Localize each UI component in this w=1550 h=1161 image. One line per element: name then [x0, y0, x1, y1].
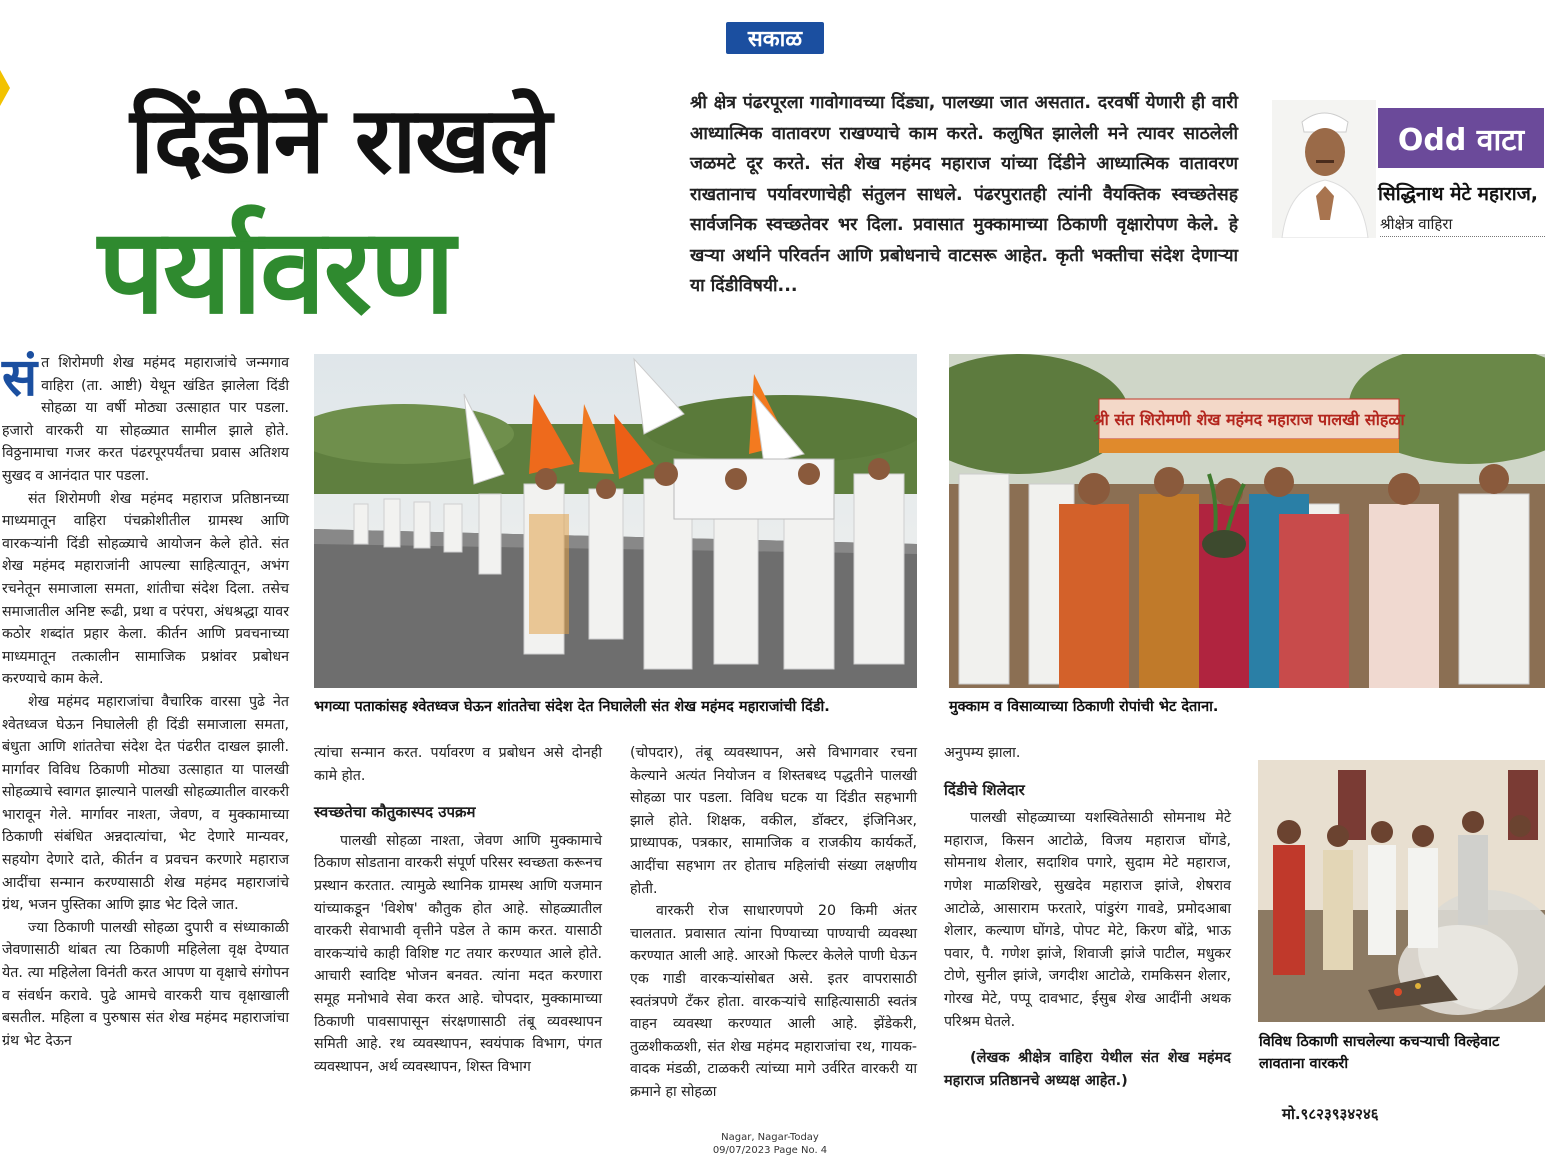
- column-badge: [1378, 108, 1544, 168]
- logo-text: सकाळ: [747, 27, 803, 52]
- procession-photo: [314, 354, 917, 688]
- waste-disposal-photo: [1258, 760, 1545, 1022]
- author-place: श्रीक्षेत्र वाहिरा: [1380, 215, 1453, 233]
- col1-paragraph-2: संत शिरोमणी शेख महंमद महाराज प्रतिष्ठानच्या माध्यमातून वाहिरा पंचक्रोशीतील ग्रामस्थ आणि वारकऱ्यांनी दिंडी सोहळ्याचे आयोजन केले होते. संत शेख महंमद महाराजांनी आपल्या साहित्यातून, अभंग रचनेतून समाजाला समता, शांतीचा संदेश दिला. तसेच समाजातील अनिष्ट रूढी, प्रथा व परंपरा, अंधश्रद्धा यावर कठोर शब्दांत प्रहार केला. कीर्तन आणि प्रवचनाच्या माध्यमातून तत्कालीन सामाजिक प्रश्नांवर प्रबोधन करण्याचे काम केले.: [2, 490, 289, 688]
- col1-paragraph-4: ज्या ठिकाणी पालखी सोहळा दुपारी व संध्याकाळी जेवणासाठी थांबत त्या ठिकाणी महिलेला वृक्ष देण्यात येत. त्या महिलेला विनंती करत आपण या वृक्षाचे संगोपन व संवर्धन करावे. पुढे आमचे वारकरी याच वृक्षाखाली बसतील. महिला व पुरुषास संत शेख महंमद महाराजांचा ग्रंथ भेट देऊन: [2, 919, 289, 1049]
- author-note: (लेखक श्रीक्षेत्र वाहिरा येथील संत शेख महंमद महाराज प्रतिष्ठानचे अध्यक्ष आहेत.): [944, 1050, 1231, 1089]
- col3-paragraph-1: (चोपदार), तंबू व्यवस्थापन, असे विभागवार रचना केल्याने अत्यंत नियोजन व शिस्तबध्द पद्धतीने पालखी सोहळा पार पडला. विविध घटक या दिंडीत सहभागी झाले होते. शिक्षक, वकील, डॉक्टर, इंजिनिअर, प्राध्यापक, पत्रकार, सामाजिक व राजकीय कार्यकर्ते, आदींचा सहभाग तर होताच महिलांची संख्या लक्षणीय होती.: [630, 745, 917, 897]
- intro-paragraph: श्री क्षेत्र पंढरपूरला गावोगावच्या दिंड्या, पालख्या जात असतात. दरवर्षी येणारी ही वारी आध्यात्मिक वातावरण राखण्याचे काम करते. कलुषित झालेली मने त्यावर साठलेली जळमटे दूर करते. संत शेख महंमद महाराज यांच्या दिंडीने आध्यात्मिक वातावरण राखतानाच पर्यावरणाचेही संतुलन साधले. पंढरपुरातही त्यांनी वैयक्तिक स्वच्छतेसह सार्वजनिक स्वच्छतेवर भर दिला. प्रवासात मुक्कामाच्या ठिकाणी वृक्षारोपण केले. हे खऱ्या अर्थाने परिवर्तन आणि प्रबोधनाचे वाटसरू आहेत. कृती भक्तीचा संदेश देणाऱ्या या दिंडीविषयी...: [690, 93, 1238, 296]
- waste-disposal-caption: विविध ठिकाणी साचलेल्या कचऱ्याची विल्हेवाट लावताना वारकरी: [1259, 1034, 1500, 1072]
- author-divider: [1380, 236, 1545, 237]
- footer-date-page: 09/07/2023 Page No. 4: [712, 1145, 828, 1156]
- procession-caption: भगव्या पताकांसह श्वेतध्वज घेऊन शांततेचा संदेश देत निघालेली संत शेख महंमद महाराजांची दिंडी.: [314, 699, 830, 715]
- cleanliness-subhead: स्वच्छतेचा कौतुकास्पद उपक्रम: [314, 803, 476, 822]
- phone-number: मो.९८२३९३४२४६: [1282, 1105, 1379, 1123]
- author-photo: [1272, 100, 1376, 238]
- article-column-3: [630, 742, 917, 1104]
- headline-line1: दिंडीने राखले: [130, 87, 551, 194]
- col2-paragraph-2: पालखी सोहळा नाश्ता, जेवण आणि मुक्कामाचे ठिकाण सोडताना वारकरी संपूर्ण परिसर स्वच्छता करूनच प्रस्थान करतात. त्यामुळे स्थानिक ग्रामस्थ आणि यजमान यांच्याकडून 'विशेष' कौतुक होत आहे. सोहळ्यातील वारकरी सेवाभावी वृत्तीने पडेल ते काम करत. यासाठी वारकऱ्यांचे काही विशिष्ट गट तयार करण्यात आले होते. आचारी स्वादिष्ट भोजन बनवत. त्यांना मदत करणारा समूह मनोभावे सेवा करत आहे. चोपदार, मुक्कामाच्या ठिकाणी पावसापासून संरक्षणासाठी तंबू व्यवस्थापन समिती आहे. रथ व्यवस्थापन, स्वयंपाक विभाग, पंगत व्यवस्थापन, अर्थ व्यवस्थापन, शिस्त विभाग: [314, 832, 602, 1075]
- team-subhead: दिंडीचे शिलेदार: [944, 780, 1025, 799]
- article-column-2: [314, 742, 602, 1078]
- col4-paragraph-1: अनुपम्य झाला.: [944, 745, 1021, 761]
- col3-paragraph-2: वारकरी रोज साधारणपणे 20 किमी अंतर चालतात. प्रवासात त्यांना पिण्याच्या पाण्याची व्यवस्था करण्यात आली आहे. आरओ फिल्टर केलेले पाणी घेऊन एक गाडी वारकऱ्यांसोबत असे. इतर वापरासाठी स्वतंत्रपणे टँकर होता. वारकऱ्यांचे साहित्यासाठी स्वतंत्र वाहन व्यवस्था करण्यात आली आहे. झेंडेकरी, तुळशीकळशी, संत शेख महंमद महाराजांचा रथ, गायक- वादक मंडळी, टाळकरी त्यांच्या मागे उर्वरित वारकरी या क्रमाने हा सोहळा: [630, 903, 917, 1100]
- column-badge-label: Odd वाटा: [1397, 122, 1525, 158]
- sapling-gift-photo: [949, 354, 1545, 688]
- article-column-4: [944, 742, 1231, 1092]
- sapling-gift-caption: मुक्काम व विसाव्याच्या ठिकाणी रोपांची भेट देताना.: [949, 699, 1219, 715]
- col1-paragraph-1: त शिरोमणी शेख महंमद महाराजांचे जन्मगाव वाहिरा (ता. आष्टी) येथून खंडित झालेला दिंडी सोहळा या वर्षी मोठ्या उत्साहात पार पडला. हजारो वारकरी या सोहळ्यात सामील झाले होते. विठ्ठनामाचा गजर करत पंढरपूरपर्यंतचा प्रवास अतिशय सुखद व आनंदात पार पडला.: [2, 355, 289, 484]
- article-column-1: [2, 348, 289, 1052]
- author-name: सिद्धिनाथ मेटे महाराज,: [1378, 183, 1539, 205]
- footer-edition: Nagar, Nagar-Today: [721, 1132, 819, 1143]
- page-footer: [680, 1131, 860, 1157]
- banner-text: श्री संत शिरोमणी शेख महंमद महाराज पालखी सोहळा: [1093, 410, 1405, 429]
- col1-paragraph-3: शेख महंमद महाराजांचा वैचारिक वारसा पुढे नेत श्वेतध्वज घेऊन निघालेली ही दिंडी समाजाला समता, बंधुता आणि शांततेचा संदेश देत पंढरीत दाखल झाली. मार्गावर विविध ठिकाणी मोठ्या उत्साहात या पालखी सोहळ्याचे स्वागत झाल्याने पालखी सोहळ्यातील वारकरी भारावून गेले. मार्गावर नाश्ता, जेवण, व मुक्कामाच्या ठिकाणी संबंधित अन्नदात्यांचा, भेट देणारे मान्यवर, सहयोग देणारे दाते, कीर्तन व प्रवचन करणारे महाराज आदींचा सन्मान करण्यासाठी शेख महंमद महाराजांचे ग्रंथ, भजन पुस्तिका आणि झाड भेट दिले जात.: [2, 693, 289, 914]
- edge-marker: [0, 70, 10, 106]
- masthead-logo: [726, 22, 824, 54]
- col2-paragraph-1: त्यांचा सन्मान करत. पर्यावरण व प्रबोधन असे दोनही कामे होत.: [314, 745, 602, 784]
- col4-paragraph-2: पालखी सोहळ्याच्या यशस्वितेसाठी सोमनाथ मेटे महाराज, किसन आटोळे, विजय महाराज घोंगडे, सोमनाथ शेलार, सदाशिव पगारे, सुदाम मेटे महाराज, गणेश माळशिखरे, सुखदेव महाराज झांजे, शेषराव आटोळे, आसाराम फरतारे, पांडुरंग गावडे, प्रमोदआबा शेलार, कल्याण घोंगडे, पोपट मेटे, किरण बोंद्रे, भाऊ पवार, पै. गणेश झांजे, शिवाजी झांजे पाटील, मधुकर टोणे, सुनील झांजे, जगदीश आटोळे, रामकिसन शेलार, गोरख मेटे, पप्पू दावभाट, ईसुब शेख आदींनी अथक परिश्रम घेतले.: [944, 810, 1231, 1030]
- dropcap: सं: [2, 348, 38, 408]
- headline-line2: पर्यावरण: [98, 202, 454, 340]
